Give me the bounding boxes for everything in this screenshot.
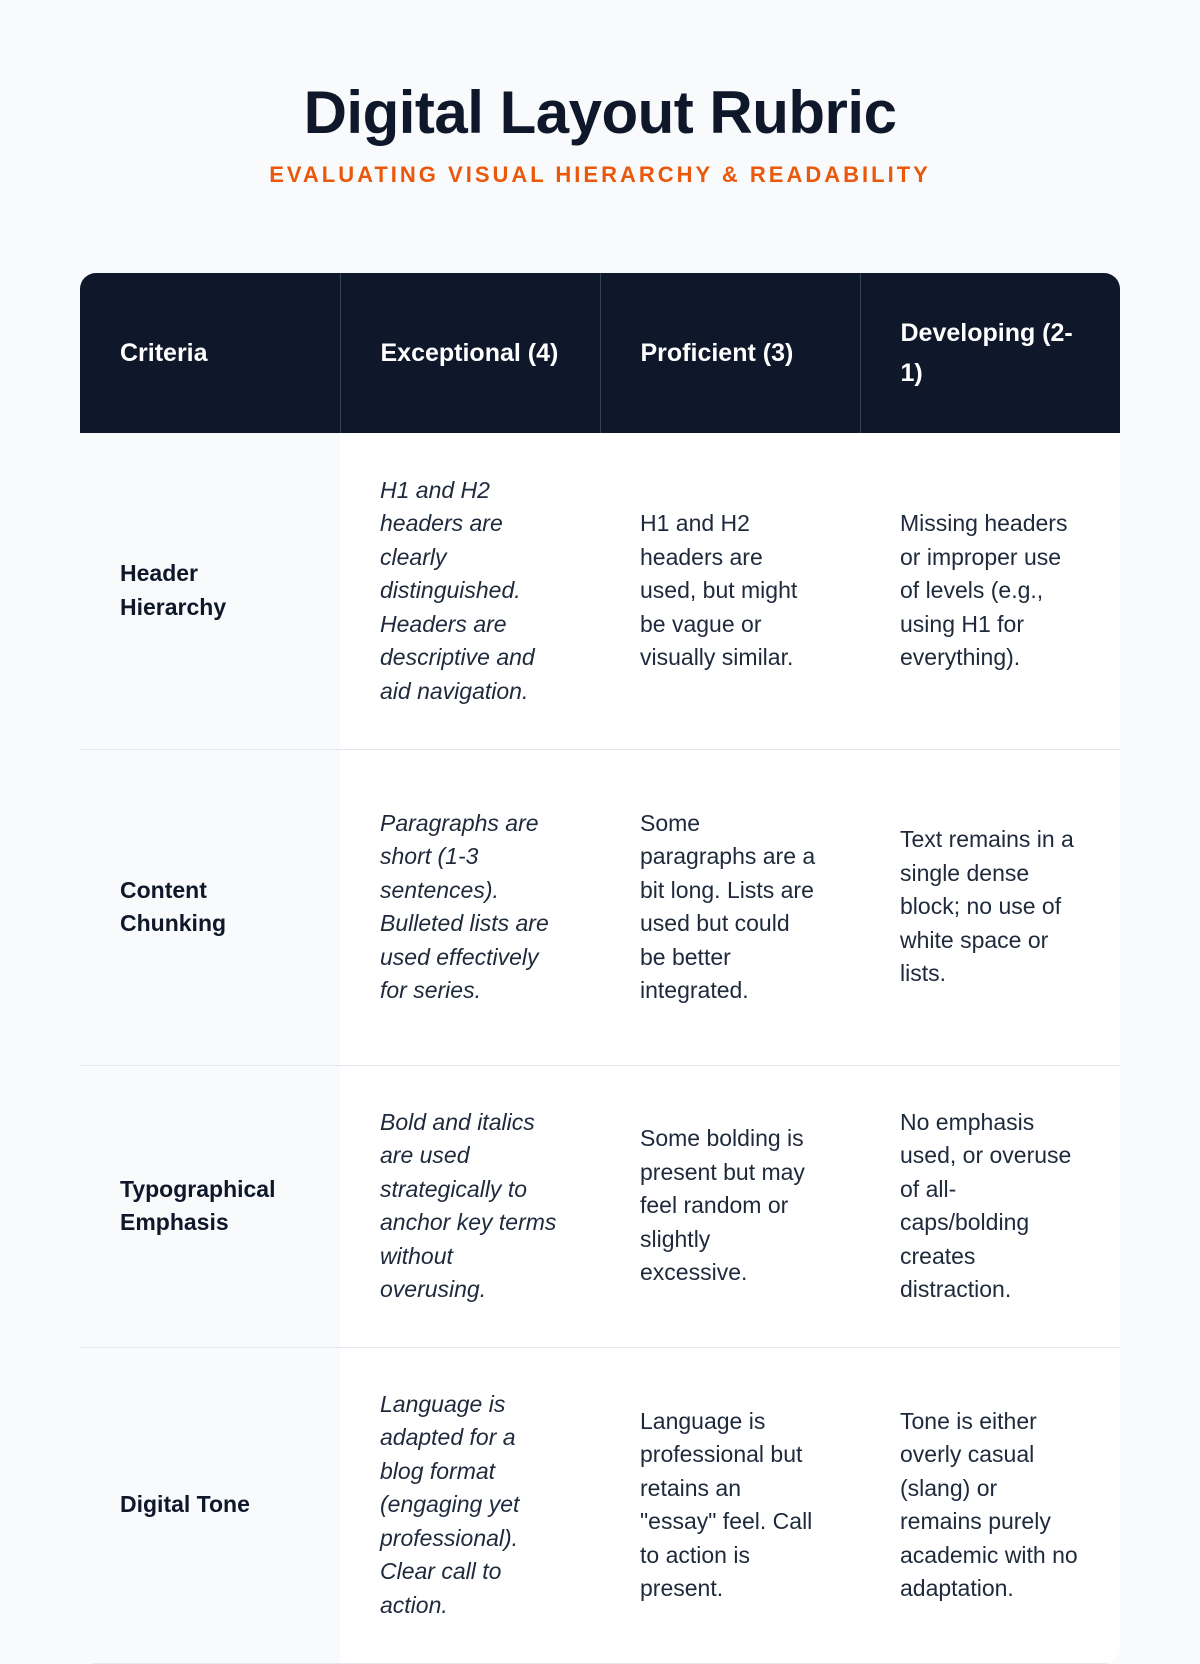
- table-body: [80, 433, 1120, 1663]
- proficient-cell: Language is professional but retains an "essay" feel. Call to action is present.: [600, 1347, 860, 1663]
- exceptional-cell: Bold and italics are used strategically to anchor key terms without overusing.: [340, 1065, 600, 1347]
- developing-cell: Tone is either overly casual (slang) or remains purely academic with no adaptation.: [860, 1347, 1120, 1663]
- page-subtitle: EVALUATING VISUAL HIERARCHY & READABILITY: [269, 162, 931, 187]
- proficient-cell: Some bolding is present but may feel random or slightly excessive.: [600, 1065, 860, 1347]
- developing-cell: No emphasis used, or overuse of all-caps/bolding creates distraction.: [860, 1065, 1120, 1347]
- column-header-developing: Developing (2-1): [860, 273, 1120, 433]
- column-header-proficient: Proficient (3): [600, 273, 860, 433]
- proficient-cell: Some paragraphs are a bit long. Lists are used but could be better integrated.: [600, 749, 860, 1065]
- exceptional-cell: Language is adapted for a blog format (engaging yet professional). Clear call to action.: [340, 1347, 600, 1663]
- page-header: [0, 0, 1200, 190]
- proficient-cell: H1 and H2 headers are used, but might be vague or visually similar.: [600, 433, 860, 749]
- table-row: [80, 749, 1120, 1065]
- criteria-cell: Typographical Emphasis: [80, 1065, 340, 1347]
- exceptional-cell: H1 and H2 headers are clearly distinguished. Headers are descriptive and aid navigation.: [340, 433, 600, 749]
- developing-cell: Text remains in a single dense block; no use of white space or lists.: [860, 749, 1120, 1065]
- column-header-criteria: Criteria: [80, 273, 340, 433]
- criteria-cell: Digital Tone: [80, 1347, 340, 1663]
- table-row: [80, 1065, 1120, 1347]
- table-header: [80, 273, 1120, 433]
- rubric-table: [80, 273, 1120, 1664]
- column-header-exceptional: Exceptional (4): [340, 273, 600, 433]
- rubric-table-container: [80, 273, 1120, 1664]
- page-title: Digital Layout Rubric: [303, 79, 897, 146]
- exceptional-cell: Paragraphs are short (1-3 sentences). Bulleted lists are used effectively for series.: [340, 749, 600, 1065]
- criteria-cell: Header Hierarchy: [80, 433, 340, 749]
- criteria-cell: Content Chunking: [80, 749, 340, 1065]
- developing-cell: Missing headers or improper use of levels (e.g., using H1 for everything).: [860, 433, 1120, 749]
- table-row: [80, 433, 1120, 749]
- header-row: [80, 273, 1120, 433]
- table-row: [80, 1347, 1120, 1663]
